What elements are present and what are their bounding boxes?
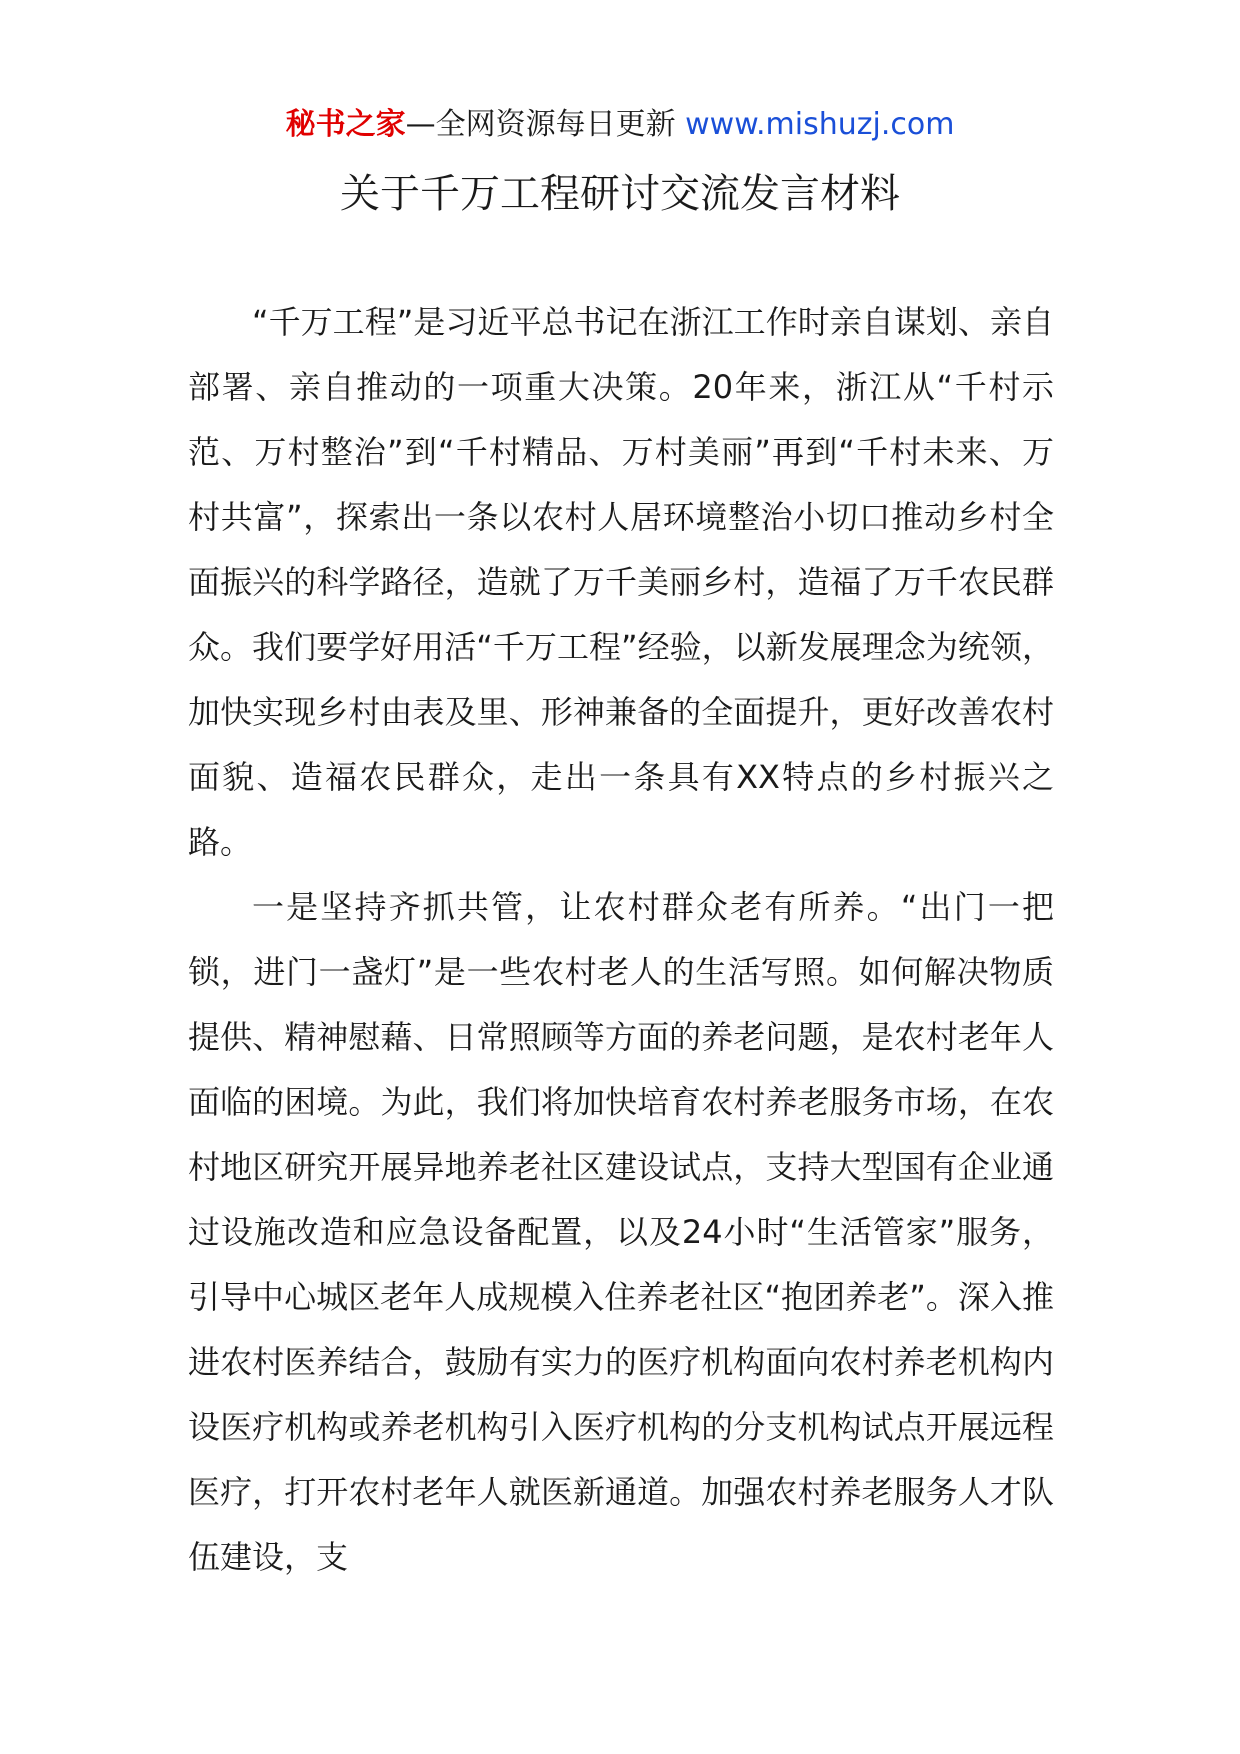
site-header bbox=[0, 104, 1240, 146]
brand-name: 秘书之家 bbox=[285, 107, 406, 142]
site-url-link[interactable]: www.mishuzj.com bbox=[685, 107, 955, 142]
paragraph-text: “出门一把锁，进门一盏灯”是一些农村老人的生活写照。如何解决物质提供、精神慰藉、日常照顾等方面的养老问题，是农村老年人面临的困境。为此，我们将加快培育农村养老服务市场，在农村地区研究开展异地养老社区建设试点，支持大型国有企业通过设施改造和应急设备配置，以及24小时“生活管家”服务，引导中心城区老年人成规模入住养老社区“抱团养老”。深入推进农村医养结合，鼓励有实力的医疗机构面向农村养老机构内设医疗机构或养老机构引入医疗机构的分支机构试点开展远程医疗，打开农村老年人就医新通道。加强农村养老服务人才队伍建设，支 bbox=[188, 888, 1054, 1576]
paragraph-intro bbox=[188, 290, 1054, 875]
section-heading: 一是坚持齐抓共管，让农村群众老有所养。 bbox=[252, 888, 901, 926]
paragraph-text: “千万工程”是习近平总书记在浙江工作时亲自谋划、亲自部署、亲自推动的一项重大决策。20年来，浙江从“千村示范、万村整治”到“千村精品、万村美丽”再到“千村未来、万村共富”，探索出一条以农村人居环境整治小切口推动乡村全面振兴的科学路径，造就了万千美丽乡村，造福了万千农民群众。我们要学好用活“千万工程”经验，以新发展理念为统领，加快实现乡村由表及里、形神兼备的全面提升，更好改善农村面貌、造福农民群众，走出一条具有XX特点的乡村振兴之路。 bbox=[188, 303, 1054, 861]
header-tagline: —全网资源每日更新 bbox=[405, 107, 676, 142]
paragraph-section-one bbox=[188, 875, 1054, 1590]
document-body bbox=[188, 290, 1054, 1590]
document-title: 关于千万工程研讨交流发言材料 bbox=[340, 171, 900, 217]
